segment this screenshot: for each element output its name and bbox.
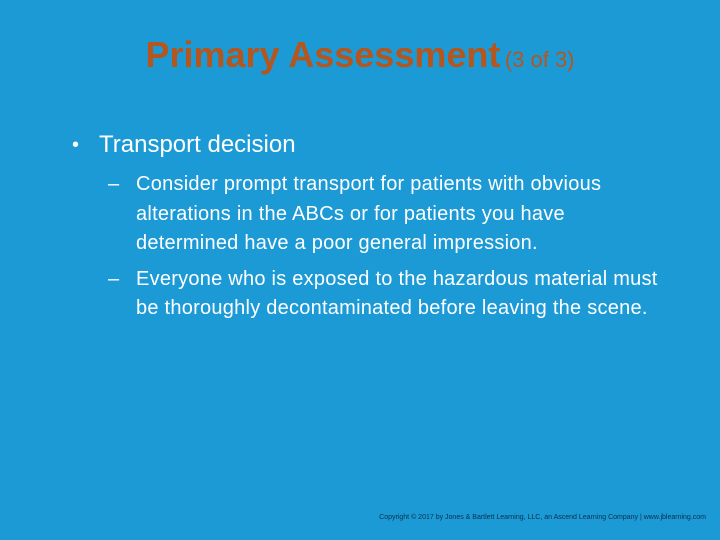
copyright-footer: Copyright © 2017 by Jones & Bartlett Learning, LLC, an Ascend Learning Company | www.jblearning.com	[379, 514, 706, 521]
slide-title	[0, 33, 720, 85]
bullet-text: Transport decision	[99, 131, 296, 158]
slide-body	[72, 128, 672, 330]
slide-title-sub: (3 of 3)	[504, 47, 575, 72]
bullet-item	[72, 128, 672, 162]
sub-bullet-item	[72, 170, 672, 259]
bullet-marker: •	[72, 134, 80, 156]
sub-bullet-list	[72, 170, 672, 324]
sub-bullet-text: Everyone who is exposed to the hazardous material must be thoroughly decontaminated before leaving the scene.	[136, 267, 658, 319]
sub-bullet-marker: –	[108, 173, 120, 195]
sub-bullet-item	[72, 265, 672, 324]
sub-bullet-marker: –	[108, 267, 120, 290]
sub-bullet-text: Consider prompt transport for patients with obvious alterations in the ABCs or for patients you have determined have a poor general impression.	[136, 173, 602, 254]
slide-title-main: Primary Assessment	[145, 34, 501, 75]
